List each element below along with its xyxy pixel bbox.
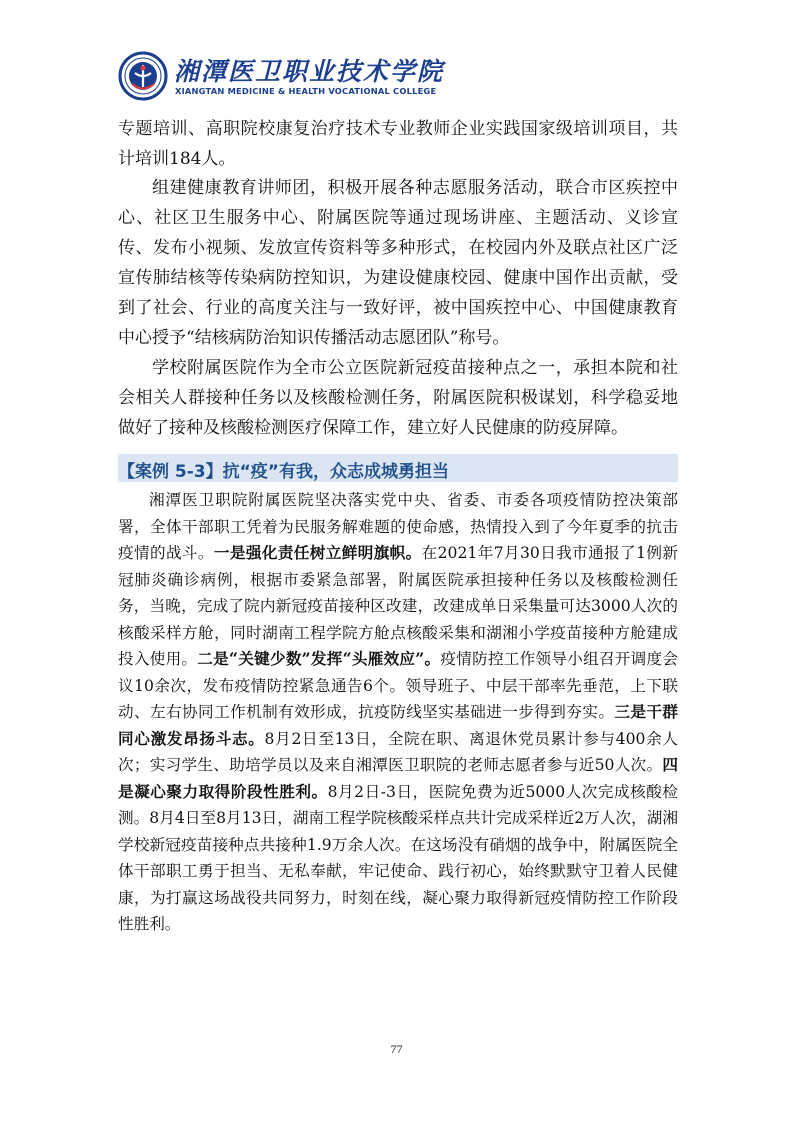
- case-highlight: 三是干群同心激发昂扬斗志。: [118, 702, 678, 748]
- case-highlight: 一是强化责任树立鲜明旗帜。: [213, 543, 422, 562]
- case-text-segment: 在2021年7月30日我市通报了1例新冠肺炎确诊病例，根据市委紧急部署，附属医院承担接种任务以及核酸检测任务，当晚，完成了院内新冠疫苗接种区改建，改建成单日采集量可达3000人次的核酸采样方舱，同时湖南工程学院方舱点核酸采集和湖湘小学疫苗接种方舱建成投入使用。: [118, 544, 678, 668]
- case-text-segment: 湘潭医卫职院附属医院坚决落实党中央、省委、市委各项疫情防控决策部署，全体干部职工凭着为民服务解难题的使命感，热情投入到了今年夏季的抗击疫情的战斗。: [118, 491, 678, 562]
- body-paragraph-2: [118, 173, 678, 353]
- case-highlight: 二是“关键少数”发挥“头雁效应”。: [197, 649, 441, 668]
- case-highlight: 四是凝心聚力取得阶段性胜利。: [118, 755, 678, 801]
- paragraph-text: 组建健康教育讲师团，积极开展各种志愿服务活动，联合市区疾控中心、社区卫生服务中心、附属医院等通过现场讲座、主题活动、义诊宣传、发布小视频、发放宣传资料等多种形式，在校园内外及联点社区广泛宣传肺结核等传染病防控知识，为建设健康校园、健康中国作出贡献，受到了社会、行业的高度关注与一致好评，被中国疾控中心、中国健康教育中心授予“结核病防治知识传播活动志愿团队”称号。: [118, 178, 678, 348]
- case-text-segment: 8月2日至13日，全院在职、离退休党员累计参与400余人次；实习学生、助培学员以及来自湘潭医卫职院的老师志愿者参与近50人次。: [118, 729, 678, 774]
- case-body: [118, 487, 678, 938]
- paragraph-text: 专题培训、高职院校康复治疗技术专业教师企业实践国家级培训项目，共计培训184人。: [118, 119, 678, 169]
- case-text-segment: 8月2日-3日，医院免费为近5000人次完成核酸检测。8月4日至8月13日，湖南工程学院核酸采样点共计完成采样近2万人次，湖湘学校新冠疫苗接种点共接种1.9万余人次。在这场没有硝烟的战争中，附属医院全体干部职工勇于担当、无私奉献，牢记使命、践行初心，始终默默守卫着人民健康，为打赢这场战役共同努力，时刻在线，凝心聚力取得新冠疫情防控工作阶段性胜利。: [118, 782, 678, 933]
- case-title: 【案例 5-3】抗“疫”有我，众志成城勇担当: [118, 462, 449, 482]
- case-paragraph: [118, 487, 678, 938]
- page-header: [118, 48, 718, 104]
- school-name-cn: 湘潭医卫职业技术学院: [174, 57, 445, 86]
- paragraph-text: 学校附属医院作为全市公立医院新冠疫苗接种点之一，承担本院和社会相关人群接种任务以及核酸检测任务，附属医院积极谋划，科学稳妥地做好了接种及核酸检测医疗保障工作，建立好人民健康的防疫屏障。: [118, 358, 678, 438]
- body-paragraph-3: [118, 353, 678, 443]
- college-logo-icon: [118, 51, 168, 101]
- page-number: 77: [390, 1042, 403, 1056]
- school-name-en: XIANGTAN MEDICINE & HEALTH VOCATIONAL COLLEGE: [175, 86, 437, 96]
- body-paragraph-1: [118, 114, 678, 174]
- case-text-segment: 疫情防控工作领导小组召开调度会议10余次，发布疫情防控紧急通告6个。领导班子、中层干部率先垂范，上下联动、左右协同工作机制有效形成，抗疫防线坚实基础进一步得到夯实。: [118, 650, 678, 721]
- case-title-bar: [118, 454, 678, 482]
